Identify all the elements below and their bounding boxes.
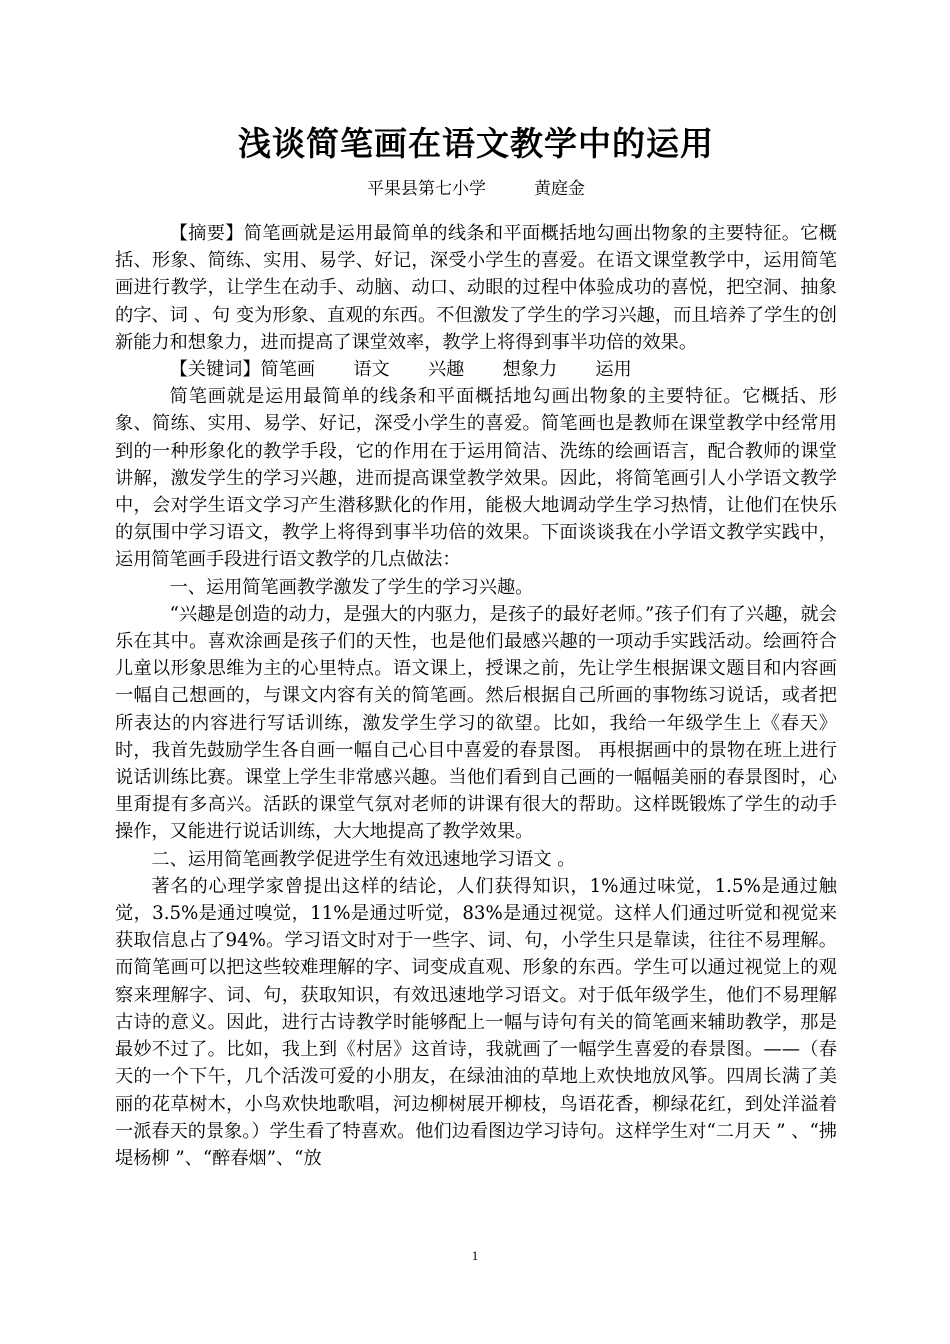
document-title: 浅谈简笔画在语文教学中的运用 [238, 124, 714, 163]
author-name: 黄庭金 [534, 179, 585, 199]
keyword-item: 简笔画 [260, 359, 316, 381]
intro-paragraph: 简笔画就是运用最简单的线条和平面概括地勾画出物象的主要特征。它概括、形象、简练、实用、易学、好记，深受小学生的喜爱。简笔画也是教师在课堂教学中经常用到的一种形象化的教学手段，它的作用在于运用简洁、洗练的绘画语言，配合教师的课堂讲解，激发学生的学习兴趣，进而提高课堂教学效果。因此，将简笔画引人小学语文教学中，会对学生语文学习产生潜移默化的作用，能极大地调动学生学习热情，让他们在快乐的氛围中学习语文，教学上将得到事半功倍的效果。下面谈谈我在小学语文教学实践中，运用简笔画手段进行语文教学的几点做法： [115, 386, 837, 571]
abstract-label: 【摘要】 [169, 223, 244, 244]
section-2-paragraph: 著名的心理学家曾提出这样的结论，人们获得知识，1%通过味觉，1.5%是通过触觉，3.5%是通过嗅觉，11%是通过听觉，83%是通过视觉。这样人们通过听觉和视觉来获取信息占了94%。学习语文时对于一些字、词、句，小学生只是靠读，往往不易理解。而简笔画可以把这些较难理解的字、词变成直观、形象的东西。学生可以通过视觉上的观察来理解字、词、句，获取知识，有效迅速地学习语文。对于低年级学生，他们不易理解古诗的意义。因此，进行古诗教学时能够配上一幅与诗句有关的简笔画来辅助教学，那是最妙不过了。比如，我上到《村居》这首诗，我就画了一幅学生喜爱的春景图。——（春天的一个下午，几个活泼可爱的小朋友，在绿油油的草地上欢快地放风筝。四周长满了美丽的花草树木，小鸟欢快地歌唱，河边柳树展开柳枝，鸟语花香，柳绿花红，到处洋溢着一派春天的景象。）学生看了特喜欢。他们边看图边学习诗句。这样学生对“二月天 ” 、“拂堤杨柳 ”、“醉春烟”、“放 [115, 875, 837, 1169]
keyword-item: 语文 [353, 359, 390, 381]
byline [115, 176, 837, 202]
keywords-line [115, 356, 837, 383]
abstract-paragraph [115, 220, 837, 356]
keyword-item: 想象力 [502, 359, 558, 381]
abstract-text: 简笔画就是运用最简单的线条和平面概括地勾画出物象的主要特征。它概括、形象、简练、实用、易学、好记，深受小学生的喜爱。在语文课堂教学中，运用简笔画进行教学，让学生在动手、动脑、动口、动眼的过程中体验成功的喜悦，把空洞、抽象的字、词 、句 变为形象、直观的东西。不但激发了学生的学习兴趣，而且培养了学生的创新能力和想象力，进而提高了课堂效率，教学上将得到事半功倍的效果。 [115, 223, 837, 353]
keywords-label: 【关键词】 [169, 359, 261, 381]
school-name: 平果县第七小学 [367, 179, 486, 199]
document-body [115, 220, 837, 1172]
document-page [115, 120, 837, 1172]
keyword-item: 运用 [595, 359, 632, 381]
keyword-item: 兴趣 [427, 359, 465, 381]
section-1-paragraph: “兴趣是创造的动力，是强大的内驱力，是孩子的最好老师。”孩子们有了兴趣，就会乐在其中。喜欢涂画是孩子们的天性，也是他们最感兴趣的一项动手实践活动。绘画符合儿童以形象思维为主的心里特点。语文课上，授课之前，先让学生根据课文题目和内容画一幅自己想画的，与课文内容有关的简笔画。然后根据自己所画的事物练习说话，或者把所表达的内容进行写话训练，激发学生学习的欲望。比如，我给一年级学生上《春天》时，我首先鼓励学生各自画一幅自己心目中喜爱的春景图。 再根据画中的景物在班上进行说话训练比赛。课堂上学生非常感兴趣。当他们看到自己画的一幅幅美丽的春景图时，心里甭提有多高兴。活跃的课堂气氛对老师的讲课有很大的帮助。这样既锻炼了学生的动手操作，又能进行说话训练，大大地提高了教学效果。 [115, 603, 837, 843]
section-heading-2: 二、运用简笔画教学促进学生有效迅速地学习语文 。 [151, 848, 576, 870]
page-number: 1 [471, 1248, 479, 1263]
section-heading-1: 一、运用简笔画教学激发了学生的学习兴趣。 [169, 576, 534, 598]
